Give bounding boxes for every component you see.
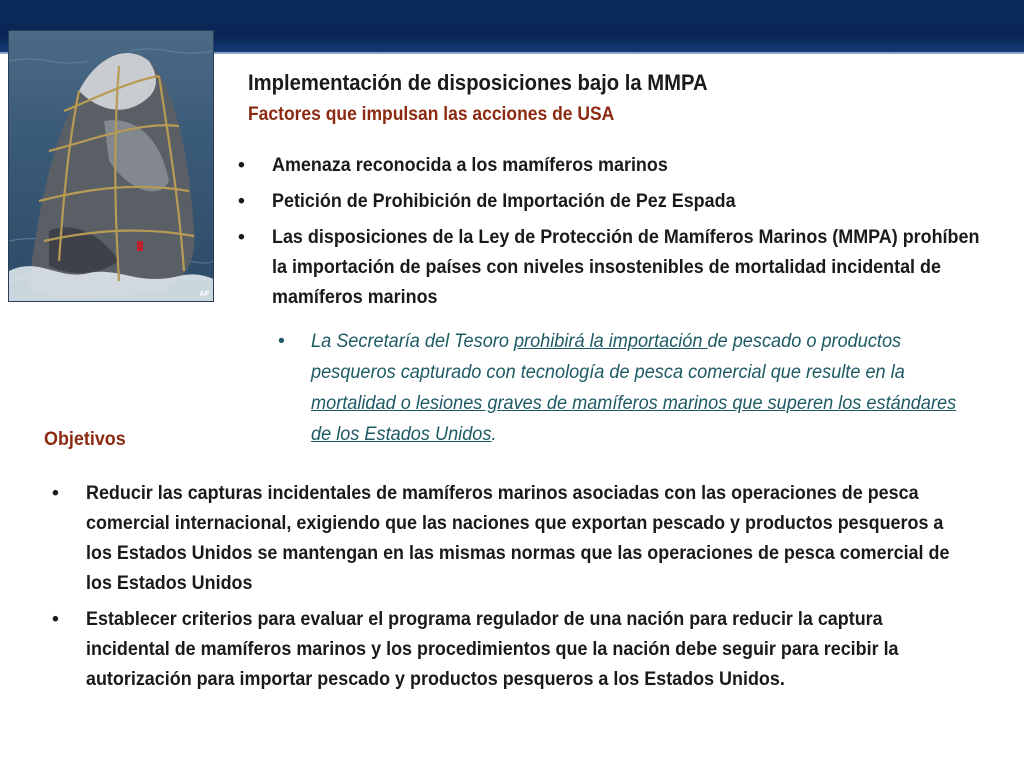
sub-point-part5: . <box>491 423 497 445</box>
sub-point-list <box>278 326 978 450</box>
objetivo-text: Establecer criterios para evaluar el programa regulador de una nación para reducir la captura incidental de mamíferos marinos y los procedimientos que la nación debe seguir para recibir la autorización para importar pescado y productos pesqueros a los Estados Unidos. <box>86 608 899 690</box>
sub-point-part1: La Secretaría del Tesoro <box>311 330 514 352</box>
sub-point-underlined-prohibition: prohibirá la importación <box>513 330 708 352</box>
slide-title: Implementación de disposiciones bajo la MMPA <box>248 70 708 95</box>
list-item <box>52 604 972 694</box>
list-item <box>238 150 998 180</box>
list-item <box>278 326 978 450</box>
factores-list <box>238 150 998 318</box>
objetivos-list <box>52 478 972 700</box>
sub-point-underlined-mortality: mortalidad o lesiones graves de mamíferos marinos que superen los estándares de los Estados Unidos <box>311 392 957 445</box>
slide-subtitle: Factores que impulsan las acciones de USA <box>248 104 615 125</box>
bullet-icon: • <box>238 154 245 176</box>
bullet-icon: • <box>238 190 245 212</box>
sub-point-text <box>311 326 971 450</box>
factor-text: Las disposiciones de la Ley de Protección de Mamíferos Marinos (MMPA) prohíben la importación de países con niveles insostenibles de mortalidad incidental de mamíferos marinos <box>272 226 980 308</box>
objetivos-heading: Objetivos <box>44 428 126 450</box>
whale-photo <box>8 30 214 302</box>
bullet-icon: • <box>238 226 245 248</box>
objetivo-text: Reducir las capturas incidentales de mamíferos marinos asociadas con las operaciones de pesca comercial internacional, exigiendo que las naciones que exportan pescado y productos pesqueros a los Estados Unidos se mantengan en las mismas normas que las operaciones de pesca comercial de los Estados Unidos <box>86 482 950 594</box>
factor-text: Petición de Prohibición de Importación de Pez Espada <box>272 190 736 212</box>
bullet-icon: • <box>52 608 59 630</box>
bullet-icon: • <box>52 482 59 504</box>
bullet-icon: • <box>278 330 285 352</box>
sub-point-part3: de pescado o productos pesqueros capturado con tecnología de pesca comercial que resulte en la <box>311 330 905 383</box>
list-item <box>52 478 972 598</box>
factor-text: Amenaza reconocida a los mamíferos marinos <box>272 154 668 176</box>
list-item <box>238 222 998 312</box>
whale-illustration <box>9 31 213 301</box>
photo-credit: AP <box>199 291 209 298</box>
list-item <box>238 186 998 216</box>
